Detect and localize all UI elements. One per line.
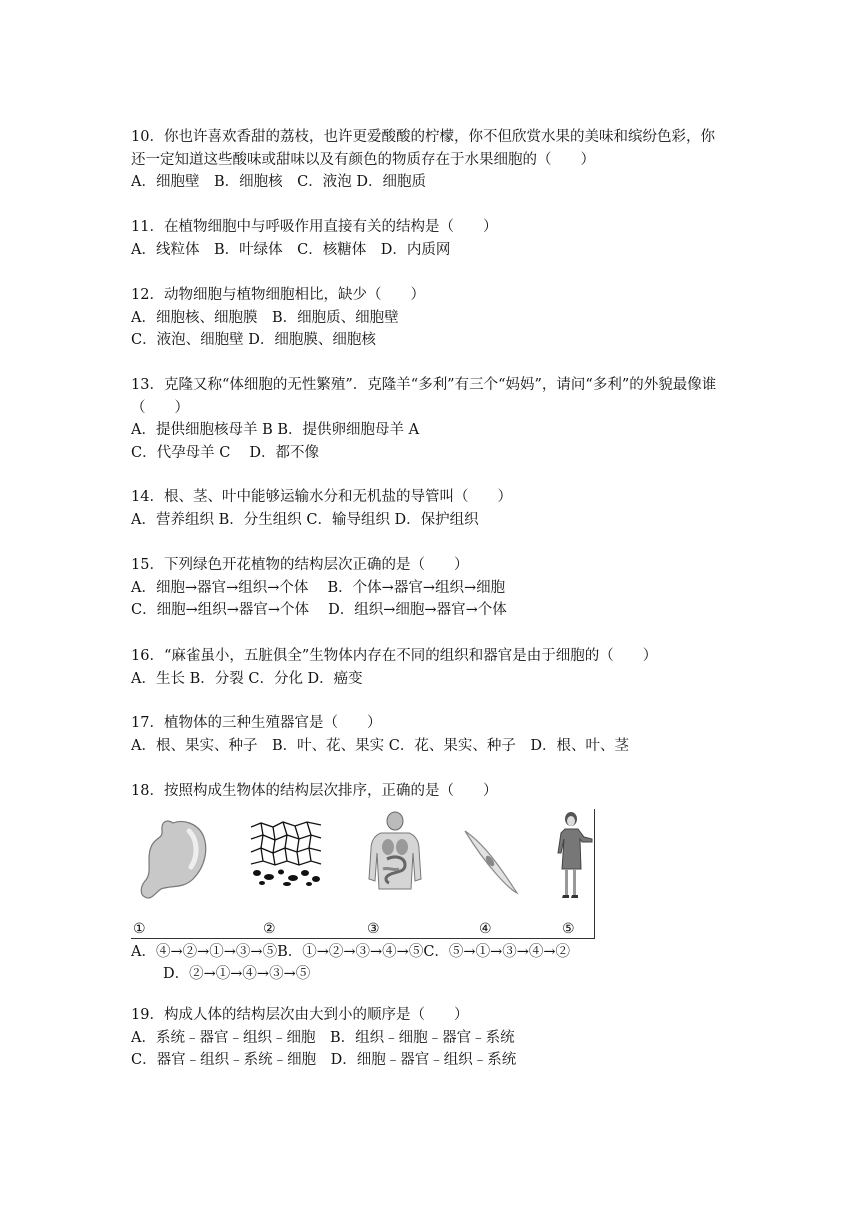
question-options-row-1: A．细胞核、细胞膜 B．细胞质、细胞壁 xyxy=(131,309,399,326)
question-options-row-2: C．代孕母羊 C D．都不像 xyxy=(131,444,320,461)
question-stem: 16．“麻雀虽小，五脏俱全”生物体内存在不同的组织和器官是由于细胞的（ ） xyxy=(131,648,658,664)
question-options-row-1: A．系统﹣器官﹣组织﹣细胞 B．组织﹣细胞﹣器官﹣系统 xyxy=(131,1029,515,1046)
figure-item-cell xyxy=(459,809,539,938)
body-systems-image xyxy=(359,809,439,919)
question-14 xyxy=(131,486,751,531)
figure-label-2: ② xyxy=(263,920,276,937)
structure-levels-figure xyxy=(131,809,595,939)
question-options-row-1: A．④→②→①→③→⑤B．①→②→③→④→⑤C．⑤→①→③→④→② xyxy=(131,943,571,960)
question-stem: 17．植物体的三种生殖器官是（ ） xyxy=(131,715,382,731)
question-stem-continued: （ ） xyxy=(131,399,189,416)
question-stem: 15．下列绿色开花植物的结构层次正确的是（ ） xyxy=(131,557,469,573)
figure-label-1: ① xyxy=(133,920,146,937)
question-options: A．营养组织 B．分生组织 C．输导组织 D．保护组织 xyxy=(131,511,479,528)
question-16 xyxy=(131,645,751,690)
question-11 xyxy=(131,216,751,261)
question-13 xyxy=(131,374,751,464)
question-18 xyxy=(131,780,751,986)
figure-label-5: ⑤ xyxy=(562,920,575,937)
question-options-row-2: C．器官﹣组织﹣系统﹣细胞 D．细胞﹣器官﹣组织﹣系统 xyxy=(131,1052,517,1068)
cell-image xyxy=(459,809,539,919)
question-15 xyxy=(131,554,751,622)
question-stem: 11．在植物细胞中与呼吸作用直接有关的结构是（ ） xyxy=(131,219,498,235)
question-options: A．线粒体 B．叶绿体 C．核糖体 D．内质网 xyxy=(131,241,451,258)
question-12 xyxy=(131,284,751,352)
question-options-row-1: A．提供细胞核母羊 B B．提供卵细胞母羊 A xyxy=(131,422,420,438)
question-stem: 12．动物细胞与植物细胞相比，缺少（ ） xyxy=(131,287,425,303)
question-stem: 19．构成人体的结构层次由大到小的顺序是（ ） xyxy=(131,1007,469,1023)
question-options: A．细胞壁 B．细胞核 C．液泡 D．细胞质 xyxy=(131,174,426,190)
figure-item-person xyxy=(556,809,594,938)
question-options-row-2: D．②→①→④→③→⑤ xyxy=(163,966,311,982)
question-options: A．根、果实、种子 B．叶、花、果实 C．花、果实、种子 D．根、叶、茎 xyxy=(131,737,629,754)
question-19 xyxy=(131,1004,751,1072)
question-10 xyxy=(131,126,751,194)
person-image xyxy=(556,809,594,919)
question-options-row-2: C．液泡、细胞壁 D．细胞膜、细胞核 xyxy=(131,332,376,348)
question-options: A．生长 B．分裂 C．分化 D．癌变 xyxy=(131,670,363,687)
figure-item-body-systems xyxy=(359,809,439,938)
figure-label-4: ④ xyxy=(479,920,492,937)
stomach-image xyxy=(131,809,211,919)
question-options-row-2: C．细胞→组织→器官→个体 D．组织→细胞→器官→个体 xyxy=(131,602,507,618)
question-options-row-1: A．细胞→器官→组织→个体 B．个体→器官→组织→细胞 xyxy=(131,579,506,596)
question-stem: 13．克隆又称“体细胞的无性繁殖”．克隆羊“多利”有三个“妈妈”，请问“多利”的外貌最像谁 xyxy=(131,377,717,393)
question-stem: 18．按照构成生物体的结构层次排序，正确的是（ ） xyxy=(131,783,498,799)
figure-item-tissue xyxy=(247,809,327,938)
figure-label-3: ③ xyxy=(367,920,380,937)
question-17 xyxy=(131,712,751,757)
question-stem-continued: 还一定知道这些酸味或甜味以及有颜色的物质存在于水果细胞的（ ） xyxy=(131,151,595,168)
question-stem: 10．你也许喜欢香甜的荔枝，也许更爱酸酸的柠檬，你不但欣赏水果的美味和缤纷色彩，你 xyxy=(131,129,715,145)
tissue-image xyxy=(247,809,327,919)
question-stem: 14．根、茎、叶中能够运输水分和无机盐的导管叫（ ） xyxy=(131,489,512,505)
figure-item-stomach xyxy=(131,809,211,938)
